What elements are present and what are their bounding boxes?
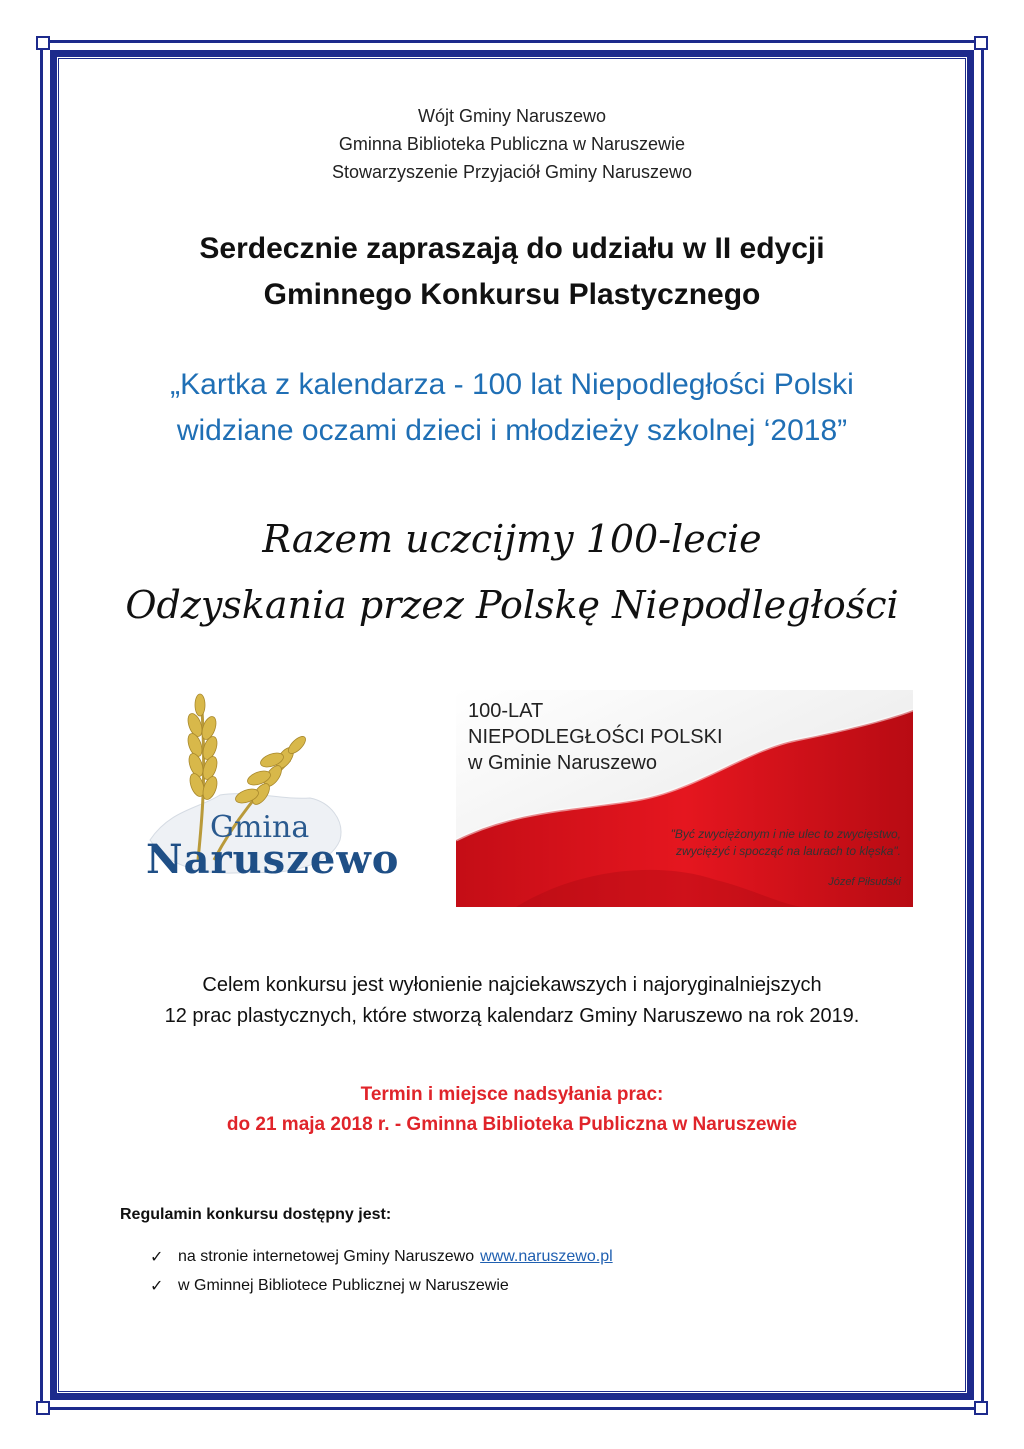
gmina-naruszewo-logo [140, 690, 400, 890]
banner-quote [581, 826, 901, 860]
banner-quote-line: "Być zwyciężonym i nie ulec to zwycięstwo, [670, 827, 901, 841]
script-slogan [0, 506, 1024, 638]
slogan-line: Odzyskania przez Polskę Niepodległości [125, 583, 899, 627]
deadline-line: Termin i miejsce nadsyłania prac: [360, 1084, 664, 1105]
contest-title [0, 362, 1024, 454]
banner-quote-author: Józef Piłsudski [828, 876, 901, 888]
frame-corner-bottom-right [974, 1401, 988, 1415]
slogan-line: Razem uczcijmy 100-lecie [262, 517, 762, 561]
aim-line: Celem konkursu jest wyłonienie najciekawszych i najoryginalniejszych [202, 974, 822, 996]
organizer-line: Gminna Biblioteka Publiczna w Naruszewie [338, 134, 686, 154]
checkmark-icon: ✓ [150, 1247, 164, 1266]
checkmark-icon: ✓ [150, 1276, 164, 1295]
frame-corner-bottom-left [36, 1401, 50, 1415]
banner-quote-line: zwyciężyć i spocząć na laurach to klęska". [675, 844, 901, 858]
website-link[interactable]: www.naruszewo.pl [480, 1248, 613, 1265]
aim-line: 12 prac plastycznych, które stworzą kalendarz Gminy Naruszewo na rok 2019. [164, 1005, 860, 1027]
banner-title-line: w Gminie Naruszewo [468, 752, 657, 774]
invitation-line: Gminnego Konkursu Plastycznego [263, 278, 761, 311]
deadline-line: do 21 maja 2018 r. - Gminna Biblioteka Publiczna w Naruszewie [226, 1114, 798, 1135]
organizer-line: Wójt Gminy Naruszewo [417, 106, 607, 126]
logo-word-gmina: Gmina [210, 810, 310, 845]
rules-item-text: w Gminnej Bibliotece Publicznej w Naruszewie [178, 1277, 509, 1294]
banner-title [468, 698, 723, 776]
invitation-heading [0, 226, 1024, 318]
rules-item-text: na stronie internetowej Gminy Naruszewo [178, 1248, 475, 1265]
contest-title-line: „Kartka z kalendarza - 100 lat Niepodległości Polski [170, 368, 854, 401]
organizers-block [0, 102, 1024, 186]
frame-corner-top-right [974, 36, 988, 50]
submission-deadline [0, 1080, 1024, 1140]
list-item [150, 1242, 613, 1271]
independence-banner [456, 690, 913, 907]
frame-corner-top-left [36, 36, 50, 50]
banner-title-line: NIEPODLEGŁOŚCI POLSKI [468, 726, 723, 748]
invitation-line: Serdecznie zapraszają do udziału w II edycji [199, 232, 825, 265]
rules-list [150, 1242, 613, 1300]
organizer-line: Stowarzyszenie Przyjaciół Gminy Naruszewo [331, 162, 693, 182]
banner-title-line: 100-LAT [468, 700, 544, 722]
contest-title-line: widziane oczami dzieci i młodzieży szkolnej ‘2018” [176, 414, 848, 447]
list-item [150, 1271, 613, 1300]
contest-aim [0, 970, 1024, 1032]
rules-title: Regulamin konkursu dostępny jest: [120, 1206, 392, 1223]
logo-word-naruszewo: Naruszewo [146, 836, 400, 883]
